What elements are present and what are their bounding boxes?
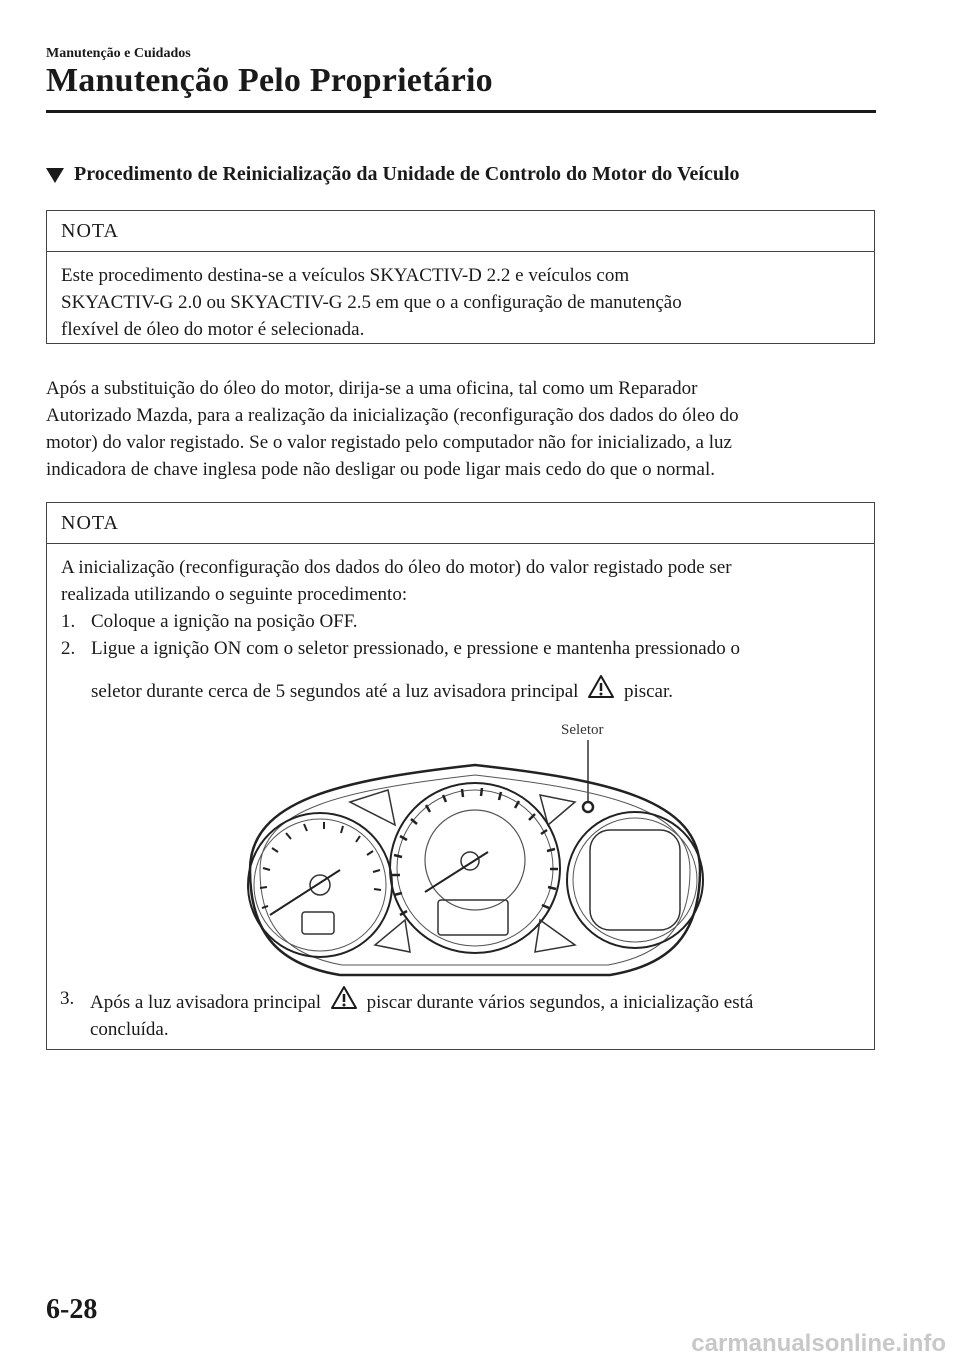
note-label: NOTA	[47, 211, 874, 252]
note-body	[47, 544, 874, 713]
footer-watermark: carmanualsonline.info	[691, 1330, 946, 1357]
note-line: flexível de óleo do motor é selecionada.	[61, 319, 365, 340]
section-label: Manutenção e Cuidados	[46, 46, 191, 61]
instrument-cluster-illustration	[230, 740, 720, 980]
step-2	[61, 635, 860, 662]
note-label: NOTA	[47, 503, 874, 544]
note-line: SKYACTIV-G 2.0 ou SKYACTIV-G 2.5 em que o a configuração de manutenção	[61, 292, 682, 313]
step-text: Ligue a ignição ON com o seletor pressionado, e pressione e mantenha pressionado o	[91, 638, 740, 659]
step-2-continued	[61, 674, 860, 705]
section-heading-text: Procedimento de Reinicialização da Unidade de Controlo do Motor do Veículo	[74, 163, 740, 185]
master-warning-icon	[587, 674, 615, 700]
body-paragraph	[46, 375, 876, 483]
triangle-bullet-icon	[46, 168, 64, 183]
paragraph-line: Autorizado Mazda, para a realização da inicialização (reconfiguração dos dados do óleo do	[46, 405, 739, 426]
paragraph-line: indicadora de chave inglesa pode não desligar ou pode ligar mais cedo do que o normal.	[46, 459, 715, 480]
note-line: Este procedimento destina-se a veículos SKYACTIV-D 2.2 e veículos com	[61, 265, 630, 286]
page-title: Manutenção Pelo Proprietário	[46, 62, 493, 99]
page-number: 6-28	[46, 1294, 98, 1325]
step-text: Após a luz avisadora principal	[90, 992, 322, 1013]
step-number: 1.	[61, 611, 76, 632]
step-text: Coloque a ignição na posição OFF.	[91, 611, 358, 632]
section-heading	[46, 163, 740, 186]
header-divider	[46, 110, 876, 113]
step-3	[60, 985, 860, 1043]
note-box	[46, 210, 875, 344]
step-text: piscar.	[623, 681, 674, 702]
note-body	[47, 252, 874, 351]
note-line: realizada utilizando o seguinte procedimento:	[61, 584, 408, 605]
step-1	[61, 608, 860, 635]
paragraph-line: motor) do valor registado. Se o valor registado pelo computador não for inicializado, a luz	[46, 432, 732, 453]
step-text: seletor durante cerca de 5 segundos até a luz avisadora principal	[91, 681, 579, 702]
step-3-continued	[60, 1016, 860, 1043]
step-text: piscar durante vários segundos, a inicialização está	[366, 992, 754, 1013]
note-line: A inicialização (reconfiguração dos dados do óleo do motor) do valor registado pode ser	[61, 557, 732, 578]
selector-callout-label: Seletor	[561, 722, 604, 738]
step-number: 2.	[61, 638, 76, 659]
paragraph-line: Após a substituição do óleo do motor, dirija-se a uma oficina, tal como um Reparador	[46, 378, 698, 399]
master-warning-icon	[330, 985, 358, 1011]
step-number: 3.	[60, 988, 75, 1009]
step-text: concluída.	[90, 1019, 169, 1040]
step-3-line	[60, 985, 860, 1016]
